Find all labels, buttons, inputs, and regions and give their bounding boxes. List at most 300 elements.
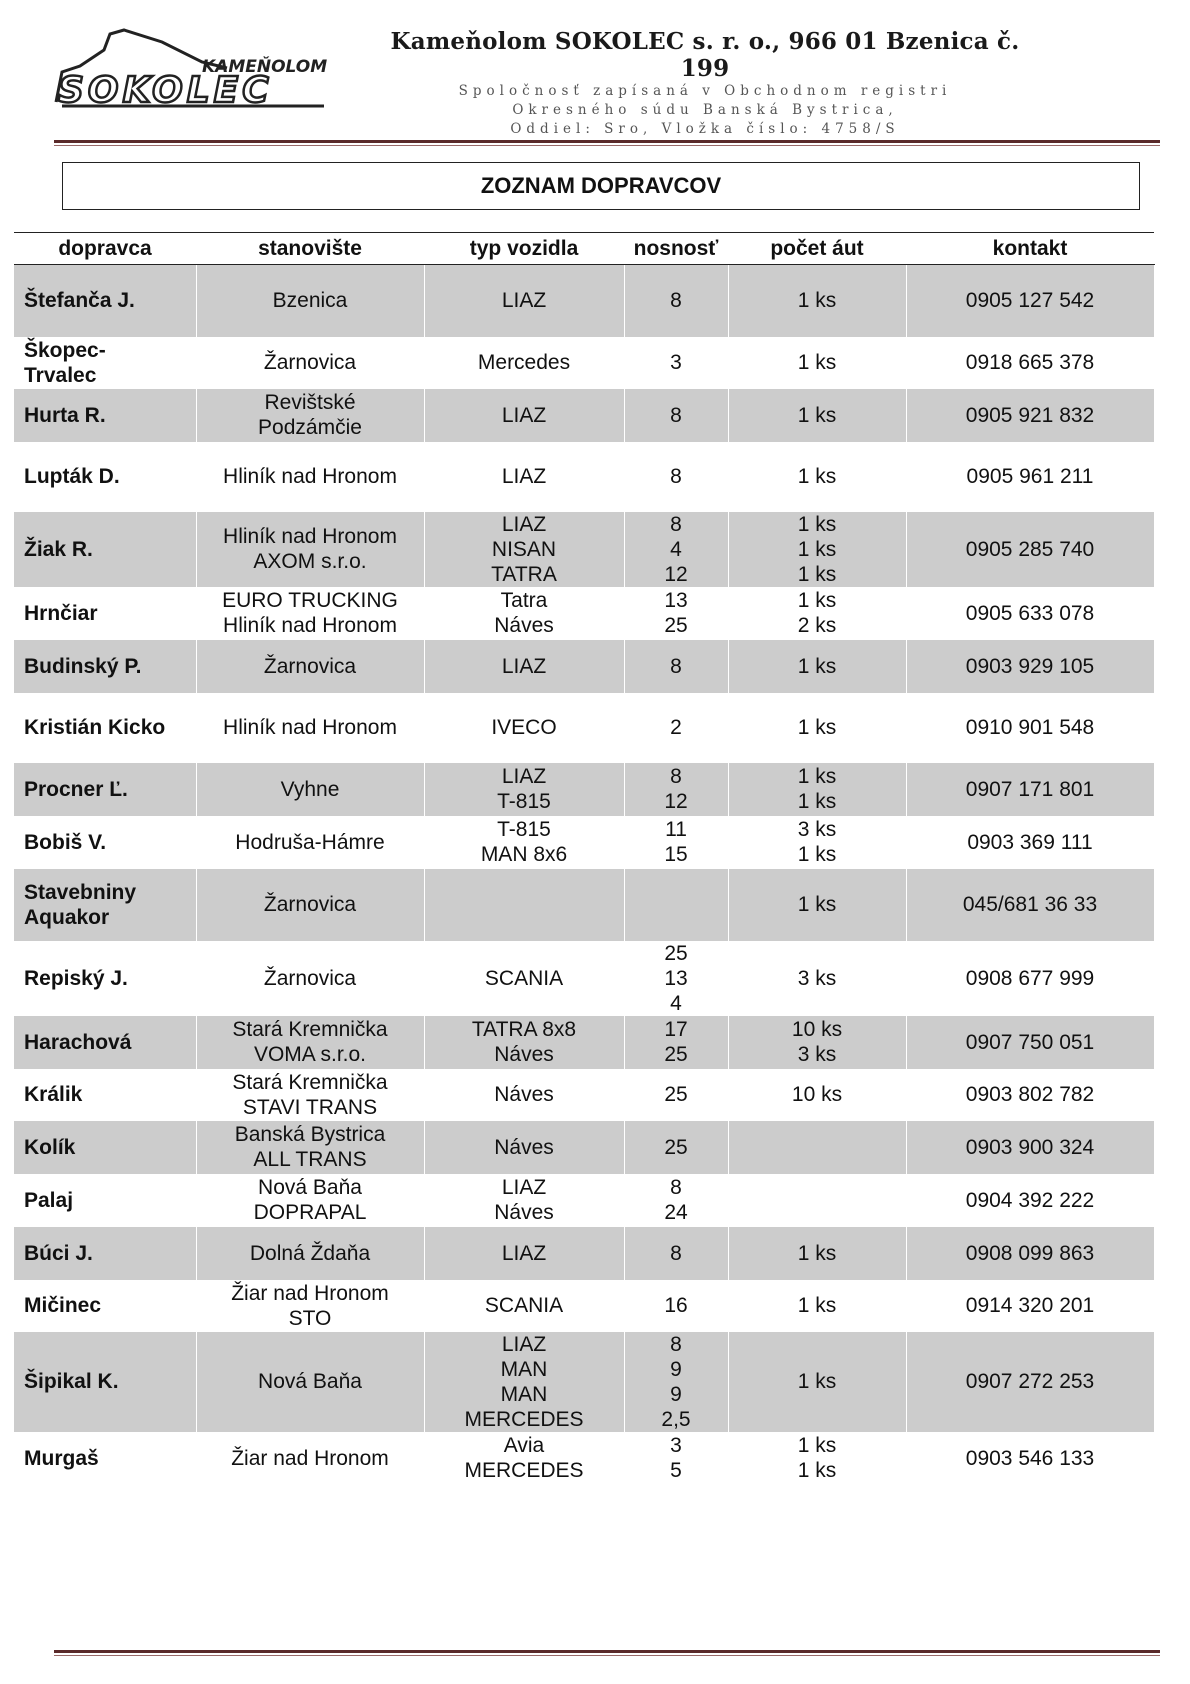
cell-text: 16 xyxy=(664,1294,688,1317)
cell-text: Žarnovica xyxy=(263,351,357,374)
table-row xyxy=(14,869,1154,941)
sokolec-logo xyxy=(52,28,352,118)
cell-text: Stará Kremnička xyxy=(232,1018,388,1041)
cell-kontakt xyxy=(906,512,1154,587)
table-row xyxy=(14,337,1154,389)
cell-text: Repiský J. xyxy=(24,966,128,990)
cell-dopravca xyxy=(14,816,196,869)
cell-text: 3 xyxy=(670,1434,682,1457)
cell-typ-vozidla xyxy=(424,1280,624,1332)
cell-text: 0904 392 222 xyxy=(965,1188,1095,1212)
cell-stanoviste xyxy=(196,941,424,1016)
cell-text: MAN xyxy=(500,1357,548,1381)
column-header-kontakt: kontakt xyxy=(906,233,1154,265)
cell-text: 3 ks xyxy=(797,966,837,990)
table-body xyxy=(14,265,1154,1485)
cell-text: 13 xyxy=(664,966,688,990)
cell-text: 1 ks xyxy=(797,1434,837,1457)
cell-text: 11 xyxy=(665,818,687,841)
cell-kontakt xyxy=(906,941,1154,1016)
cell-text: Kristián Kicko xyxy=(24,716,166,739)
table-row xyxy=(14,640,1154,693)
cell-stanoviste xyxy=(196,816,424,869)
cell-text: Žiar nad Hronom xyxy=(231,1281,389,1305)
cell-text: 25 xyxy=(664,941,688,965)
cell-stanoviste xyxy=(196,512,424,587)
logo-top-text: KAMEŇOLOM xyxy=(202,57,328,77)
cell-text: Harachová xyxy=(24,1030,132,1054)
cell-nosnost xyxy=(624,1332,728,1432)
cell-typ-vozidla xyxy=(424,1069,624,1121)
cell-text: Škopec- xyxy=(24,338,106,362)
cell-text: Náves xyxy=(494,1135,554,1159)
cell-text: T-815 xyxy=(497,790,551,813)
cell-text: SCANIA xyxy=(484,966,564,990)
cell-pocet-aut xyxy=(728,763,906,816)
cell-pocet-aut xyxy=(728,869,906,941)
cell-text: 0903 369 111 xyxy=(967,830,1093,854)
cell-kontakt xyxy=(906,1174,1154,1227)
cell-pocet-aut xyxy=(728,1280,906,1332)
footer-divider xyxy=(54,1650,1160,1656)
cell-text: Náves xyxy=(494,1043,554,1066)
cell-kontakt xyxy=(906,389,1154,442)
cell-text: Hliník nad Hronom xyxy=(223,716,397,739)
cell-text: Procner Ľ. xyxy=(24,777,128,801)
table-row xyxy=(14,587,1154,640)
cell-text: 17 xyxy=(664,1018,688,1041)
cell-text: 0903 900 324 xyxy=(965,1135,1095,1159)
table-row xyxy=(14,1174,1154,1227)
cell-nosnost xyxy=(624,1280,728,1332)
cell-pocet-aut xyxy=(728,1432,906,1485)
cell-text: 3 ks xyxy=(797,1043,837,1066)
cell-text: 045/681 36 33 xyxy=(962,893,1098,916)
cell-stanoviste xyxy=(196,1174,424,1227)
cell-text: 1 ks xyxy=(797,1294,837,1317)
cell-pocet-aut xyxy=(728,587,906,640)
cell-text: 8 xyxy=(670,1332,682,1356)
table-row xyxy=(14,763,1154,816)
cell-dopravca xyxy=(14,640,196,693)
cell-nosnost xyxy=(624,763,728,816)
cell-text: Náves xyxy=(494,1201,554,1224)
cell-text: Hurta R. xyxy=(24,403,106,427)
table-row xyxy=(14,693,1154,763)
cell-text: 0903 929 105 xyxy=(965,654,1095,678)
table-row xyxy=(14,389,1154,442)
cell-text: MAN 8x6 xyxy=(480,843,568,866)
cell-typ-vozidla xyxy=(424,1432,624,1485)
cell-text: TATRA 8x8 xyxy=(471,1018,577,1041)
cell-pocet-aut xyxy=(728,816,906,869)
cell-typ-vozidla xyxy=(424,941,624,1016)
cell-text: 1 ks xyxy=(797,589,837,612)
cell-text: 25 xyxy=(664,1135,688,1159)
cell-text: 1 ks xyxy=(797,465,837,488)
cell-pocet-aut xyxy=(728,389,906,442)
cell-nosnost xyxy=(624,1016,728,1069)
cell-text: Kolík xyxy=(24,1135,76,1159)
cell-dopravca xyxy=(14,265,196,337)
cell-typ-vozidla xyxy=(424,1227,624,1280)
cell-text: 8 xyxy=(670,465,682,488)
cell-text: 0918 665 378 xyxy=(965,351,1095,374)
cell-text: LIAZ xyxy=(501,1241,547,1265)
cell-text: 8 xyxy=(670,654,682,678)
cell-typ-vozidla xyxy=(424,640,624,693)
cell-text: 0905 127 542 xyxy=(965,289,1095,313)
cell-text: 9 xyxy=(670,1382,682,1406)
cell-text: 3 ks xyxy=(797,818,837,841)
cell-text: LIAZ xyxy=(501,765,547,788)
cell-pocet-aut xyxy=(728,512,906,587)
cell-pocet-aut xyxy=(728,1121,906,1174)
cell-text: 4 xyxy=(670,991,682,1015)
cell-text: Bzenica xyxy=(272,289,348,313)
cell-text: Mercedes xyxy=(477,351,571,374)
cell-text: 4 xyxy=(670,537,682,561)
cell-dopravca xyxy=(14,337,196,389)
cell-dopravca xyxy=(14,763,196,816)
table-row xyxy=(14,1069,1154,1121)
cell-nosnost xyxy=(624,1174,728,1227)
cell-dopravca xyxy=(14,442,196,512)
cell-kontakt xyxy=(906,640,1154,693)
cell-typ-vozidla xyxy=(424,587,624,640)
cell-stanoviste xyxy=(196,587,424,640)
cell-nosnost xyxy=(624,693,728,763)
column-header-stanoviste: stanovište xyxy=(196,233,424,265)
cell-kontakt xyxy=(906,337,1154,389)
cell-text: Palaj xyxy=(24,1188,74,1212)
cell-dopravca xyxy=(14,1174,196,1227)
cell-kontakt xyxy=(906,1227,1154,1280)
table-header-row xyxy=(14,233,1154,265)
cell-text: 1 ks xyxy=(797,716,837,739)
cell-text: EURO TRUCKING xyxy=(222,589,398,612)
cell-text: LIAZ xyxy=(501,465,547,488)
cell-text: 8 xyxy=(670,512,682,536)
cell-stanoviste xyxy=(196,442,424,512)
cell-kontakt xyxy=(906,1280,1154,1332)
cell-typ-vozidla xyxy=(424,1016,624,1069)
cell-stanoviste xyxy=(196,1227,424,1280)
cell-text: 0910 901 548 xyxy=(965,716,1095,739)
cell-text: 8 xyxy=(670,403,682,427)
registry-line: Oddiel: Sro, Vložka číslo: 4758/S xyxy=(510,121,900,137)
cell-stanoviste xyxy=(196,693,424,763)
cell-stanoviste xyxy=(196,389,424,442)
cell-kontakt xyxy=(906,1069,1154,1121)
cell-text: 0903 802 782 xyxy=(965,1083,1095,1106)
cell-text: 0907 750 051 xyxy=(965,1030,1095,1054)
cell-text: LIAZ xyxy=(501,512,547,536)
cell-text: TATRA xyxy=(491,562,557,586)
cell-text: 1 ks xyxy=(797,893,837,916)
cell-kontakt xyxy=(906,1016,1154,1069)
cell-typ-vozidla xyxy=(424,512,624,587)
cell-text: Žarnovica xyxy=(263,966,357,990)
cell-dopravca xyxy=(14,869,196,941)
cell-dopravca xyxy=(14,1016,196,1069)
cell-typ-vozidla xyxy=(424,693,624,763)
cell-text: Stavebniny xyxy=(24,880,137,904)
cell-text: LIAZ xyxy=(501,1332,547,1356)
document-title: ZOZNAM DOPRAVCOV xyxy=(62,162,1140,210)
cell-text: 13 xyxy=(664,589,688,612)
cell-nosnost xyxy=(624,587,728,640)
cell-text: Tatra xyxy=(500,589,548,612)
cell-text: AXOM s.r.o. xyxy=(253,550,367,573)
cell-text: Žiak R. xyxy=(24,537,93,561)
table-row xyxy=(14,1227,1154,1280)
cell-pocet-aut xyxy=(728,1174,906,1227)
cell-kontakt xyxy=(906,587,1154,640)
cell-text: MERCEDES xyxy=(464,1459,584,1482)
cell-kontakt xyxy=(906,1121,1154,1174)
cell-pocet-aut xyxy=(728,941,906,1016)
cell-text: Žarnovica xyxy=(263,893,357,916)
cell-text: Aquakor xyxy=(24,905,110,929)
cell-text: 25 xyxy=(664,1043,688,1066)
cell-text: DOPRAPAL xyxy=(253,1201,367,1224)
cell-kontakt xyxy=(906,763,1154,816)
cell-kontakt xyxy=(906,869,1154,941)
cell-text: Hodruša-Hámre xyxy=(235,830,385,854)
table-row xyxy=(14,1332,1154,1432)
cell-dopravca xyxy=(14,587,196,640)
cell-text: 0907 272 253 xyxy=(965,1370,1095,1393)
table-row xyxy=(14,1432,1154,1485)
column-header-typ-vozidla: typ vozidla xyxy=(424,233,624,265)
cell-text: 2,5 xyxy=(661,1407,691,1431)
cell-stanoviste xyxy=(196,337,424,389)
column-header-dopravca: dopravca xyxy=(14,233,196,265)
cell-dopravca xyxy=(14,389,196,442)
cell-nosnost xyxy=(624,1069,728,1121)
cell-dopravca xyxy=(14,1332,196,1432)
cell-dopravca xyxy=(14,1280,196,1332)
cell-text: STO xyxy=(288,1306,332,1330)
cell-text: 1 ks xyxy=(797,289,837,313)
cell-text: 1 ks xyxy=(797,1370,837,1393)
cell-kontakt xyxy=(906,265,1154,337)
cell-pocet-aut xyxy=(728,1332,906,1432)
cell-text: Lupták D. xyxy=(24,465,120,488)
cell-typ-vozidla xyxy=(424,1332,624,1432)
cell-text: Búci J. xyxy=(24,1241,93,1265)
letterhead xyxy=(0,0,1190,140)
cell-text: T-815 xyxy=(497,818,551,841)
cell-text: 1 ks xyxy=(797,1241,837,1265)
table-row xyxy=(14,1121,1154,1174)
cell-text: 8 xyxy=(670,1176,682,1199)
cell-kontakt xyxy=(906,442,1154,512)
cell-kontakt xyxy=(906,1332,1154,1432)
table-row xyxy=(14,1280,1154,1332)
cell-text: Hliník nad Hronom xyxy=(223,614,397,637)
registry-line: Spoločnosť zapísaná v Obchodnom registri xyxy=(458,83,952,99)
cell-text: Avia xyxy=(503,1434,545,1457)
cell-text: 1 ks xyxy=(797,537,837,561)
cell-text: 0914 320 201 xyxy=(965,1294,1095,1317)
cell-stanoviste xyxy=(196,1121,424,1174)
cell-dopravca xyxy=(14,1227,196,1280)
cell-text: IVECO xyxy=(491,716,557,739)
cell-nosnost xyxy=(624,265,728,337)
cell-nosnost xyxy=(624,389,728,442)
cell-nosnost xyxy=(624,1121,728,1174)
cell-text: 2 xyxy=(670,716,682,739)
cell-text: 0905 961 211 xyxy=(966,465,1094,488)
cell-stanoviste xyxy=(196,1069,424,1121)
cell-dopravca xyxy=(14,941,196,1016)
cell-stanoviste xyxy=(196,1432,424,1485)
cell-text: 25 xyxy=(664,614,688,637)
cell-text: 0907 171 801 xyxy=(965,777,1095,801)
company-info xyxy=(380,28,1030,139)
cell-pocet-aut xyxy=(728,1069,906,1121)
cell-nosnost xyxy=(624,442,728,512)
cell-text: Králik xyxy=(24,1083,83,1106)
cell-text: 8 xyxy=(670,765,682,788)
cell-text: Nová Baňa xyxy=(258,1176,362,1199)
cell-text: Stará Kremnička xyxy=(232,1070,388,1094)
cell-text: 8 xyxy=(670,1241,682,1265)
cell-text: 1 ks xyxy=(797,562,837,586)
cell-text: 1 ks xyxy=(797,654,837,678)
cell-text: Hliník nad Hronom xyxy=(223,465,397,488)
cell-pocet-aut xyxy=(728,442,906,512)
company-name: Kameňolom SOKOLEC s. r. o., 966 01 Bzenica č. 199 xyxy=(390,28,1020,82)
cell-text: Šipikal K. xyxy=(24,1370,119,1393)
cell-nosnost xyxy=(624,816,728,869)
cell-nosnost xyxy=(624,512,728,587)
cell-text: Hliník nad Hronom xyxy=(223,525,397,548)
table-row xyxy=(14,512,1154,587)
cell-pocet-aut xyxy=(728,265,906,337)
cell-pocet-aut xyxy=(728,1227,906,1280)
cell-text: Dolná Ždaňa xyxy=(249,1241,371,1265)
cell-kontakt xyxy=(906,693,1154,763)
column-header-pocet-aut: počet áut xyxy=(728,233,906,265)
cell-text: Žiar nad Hronom xyxy=(231,1446,389,1470)
cell-stanoviste xyxy=(196,640,424,693)
header-divider xyxy=(54,140,1160,146)
cell-nosnost xyxy=(624,869,728,941)
cell-typ-vozidla xyxy=(424,1121,624,1174)
cell-text: 1 ks xyxy=(797,351,837,374)
cell-text: Podzámčie xyxy=(258,416,362,439)
cell-kontakt xyxy=(906,816,1154,869)
column-header-nosnost: nosnosť xyxy=(624,233,728,265)
table-row xyxy=(14,1016,1154,1069)
cell-nosnost xyxy=(624,1432,728,1485)
cell-text: 1 ks xyxy=(797,790,837,813)
cell-text: 1 ks xyxy=(797,512,837,536)
cell-text: Náves xyxy=(494,614,554,637)
cell-text: 24 xyxy=(664,1201,688,1224)
cell-text: 0908 677 999 xyxy=(965,966,1095,990)
cell-text: 0908 099 863 xyxy=(965,1241,1095,1265)
cell-nosnost xyxy=(624,941,728,1016)
cell-typ-vozidla xyxy=(424,389,624,442)
cell-typ-vozidla xyxy=(424,442,624,512)
cell-typ-vozidla xyxy=(424,816,624,869)
table-row xyxy=(14,442,1154,512)
cell-stanoviste xyxy=(196,869,424,941)
cell-text: Bobiš V. xyxy=(24,830,107,854)
cell-text: 9 xyxy=(670,1357,682,1381)
cell-dopravca xyxy=(14,1069,196,1121)
table-row xyxy=(14,816,1154,869)
cell-text: 0905 921 832 xyxy=(965,403,1095,427)
cell-text: Vyhne xyxy=(280,777,340,801)
cell-text: 8 xyxy=(670,289,682,313)
cell-nosnost xyxy=(624,1227,728,1280)
cell-typ-vozidla xyxy=(424,1174,624,1227)
cell-typ-vozidla xyxy=(424,337,624,389)
cell-text: ALL TRANS xyxy=(253,1148,367,1171)
cell-text: 10 ks xyxy=(791,1018,843,1041)
cell-kontakt xyxy=(906,1432,1154,1485)
registry-line: Okresného súdu Banská Bystrica, xyxy=(512,102,898,118)
cell-text: Budinský P. xyxy=(24,654,142,678)
cell-text: VOMA s.r.o. xyxy=(253,1043,367,1066)
cell-stanoviste xyxy=(196,763,424,816)
cell-pocet-aut xyxy=(728,693,906,763)
table-row xyxy=(14,265,1154,337)
cell-text: 0903 546 133 xyxy=(965,1446,1095,1470)
cell-text: Hrnčiar xyxy=(24,601,98,625)
cell-typ-vozidla xyxy=(424,763,624,816)
cell-pocet-aut xyxy=(728,337,906,389)
cell-dopravca xyxy=(14,1432,196,1485)
cell-text: NISAN xyxy=(491,537,557,561)
cell-text: Trvalec xyxy=(24,363,97,387)
cell-text: Žarnovica xyxy=(263,654,357,678)
cell-typ-vozidla xyxy=(424,869,624,941)
cell-dopravca xyxy=(14,1121,196,1174)
cell-text: 25 xyxy=(664,1083,688,1106)
cell-text: Štefanča J. xyxy=(24,289,135,313)
cell-dopravca xyxy=(14,512,196,587)
cell-text: MAN xyxy=(500,1382,548,1406)
cell-typ-vozidla xyxy=(424,265,624,337)
cell-text: LIAZ xyxy=(501,1176,547,1199)
cell-text: 1 ks xyxy=(797,765,837,788)
cell-text: 0905 633 078 xyxy=(965,601,1095,625)
cell-text: 15 xyxy=(664,843,688,866)
cell-text: 1 ks xyxy=(797,403,837,427)
table-row xyxy=(14,941,1154,1016)
cell-text: Mičinec xyxy=(24,1294,102,1317)
cell-nosnost xyxy=(624,640,728,693)
cell-text: 1 ks xyxy=(797,843,837,866)
cell-stanoviste xyxy=(196,1280,424,1332)
cell-text: MERCEDES xyxy=(464,1407,584,1431)
cell-text: LIAZ xyxy=(501,289,547,313)
cell-nosnost xyxy=(624,337,728,389)
cell-pocet-aut xyxy=(728,1016,906,1069)
cell-text: 2 ks xyxy=(797,614,837,637)
cell-text: 5 xyxy=(670,1459,682,1482)
cell-text: SCANIA xyxy=(484,1294,564,1317)
cell-text: Murgaš xyxy=(24,1446,99,1470)
logo-main-text: SOKOLEC xyxy=(58,70,273,111)
cell-text: Nová Baňa xyxy=(258,1370,362,1393)
